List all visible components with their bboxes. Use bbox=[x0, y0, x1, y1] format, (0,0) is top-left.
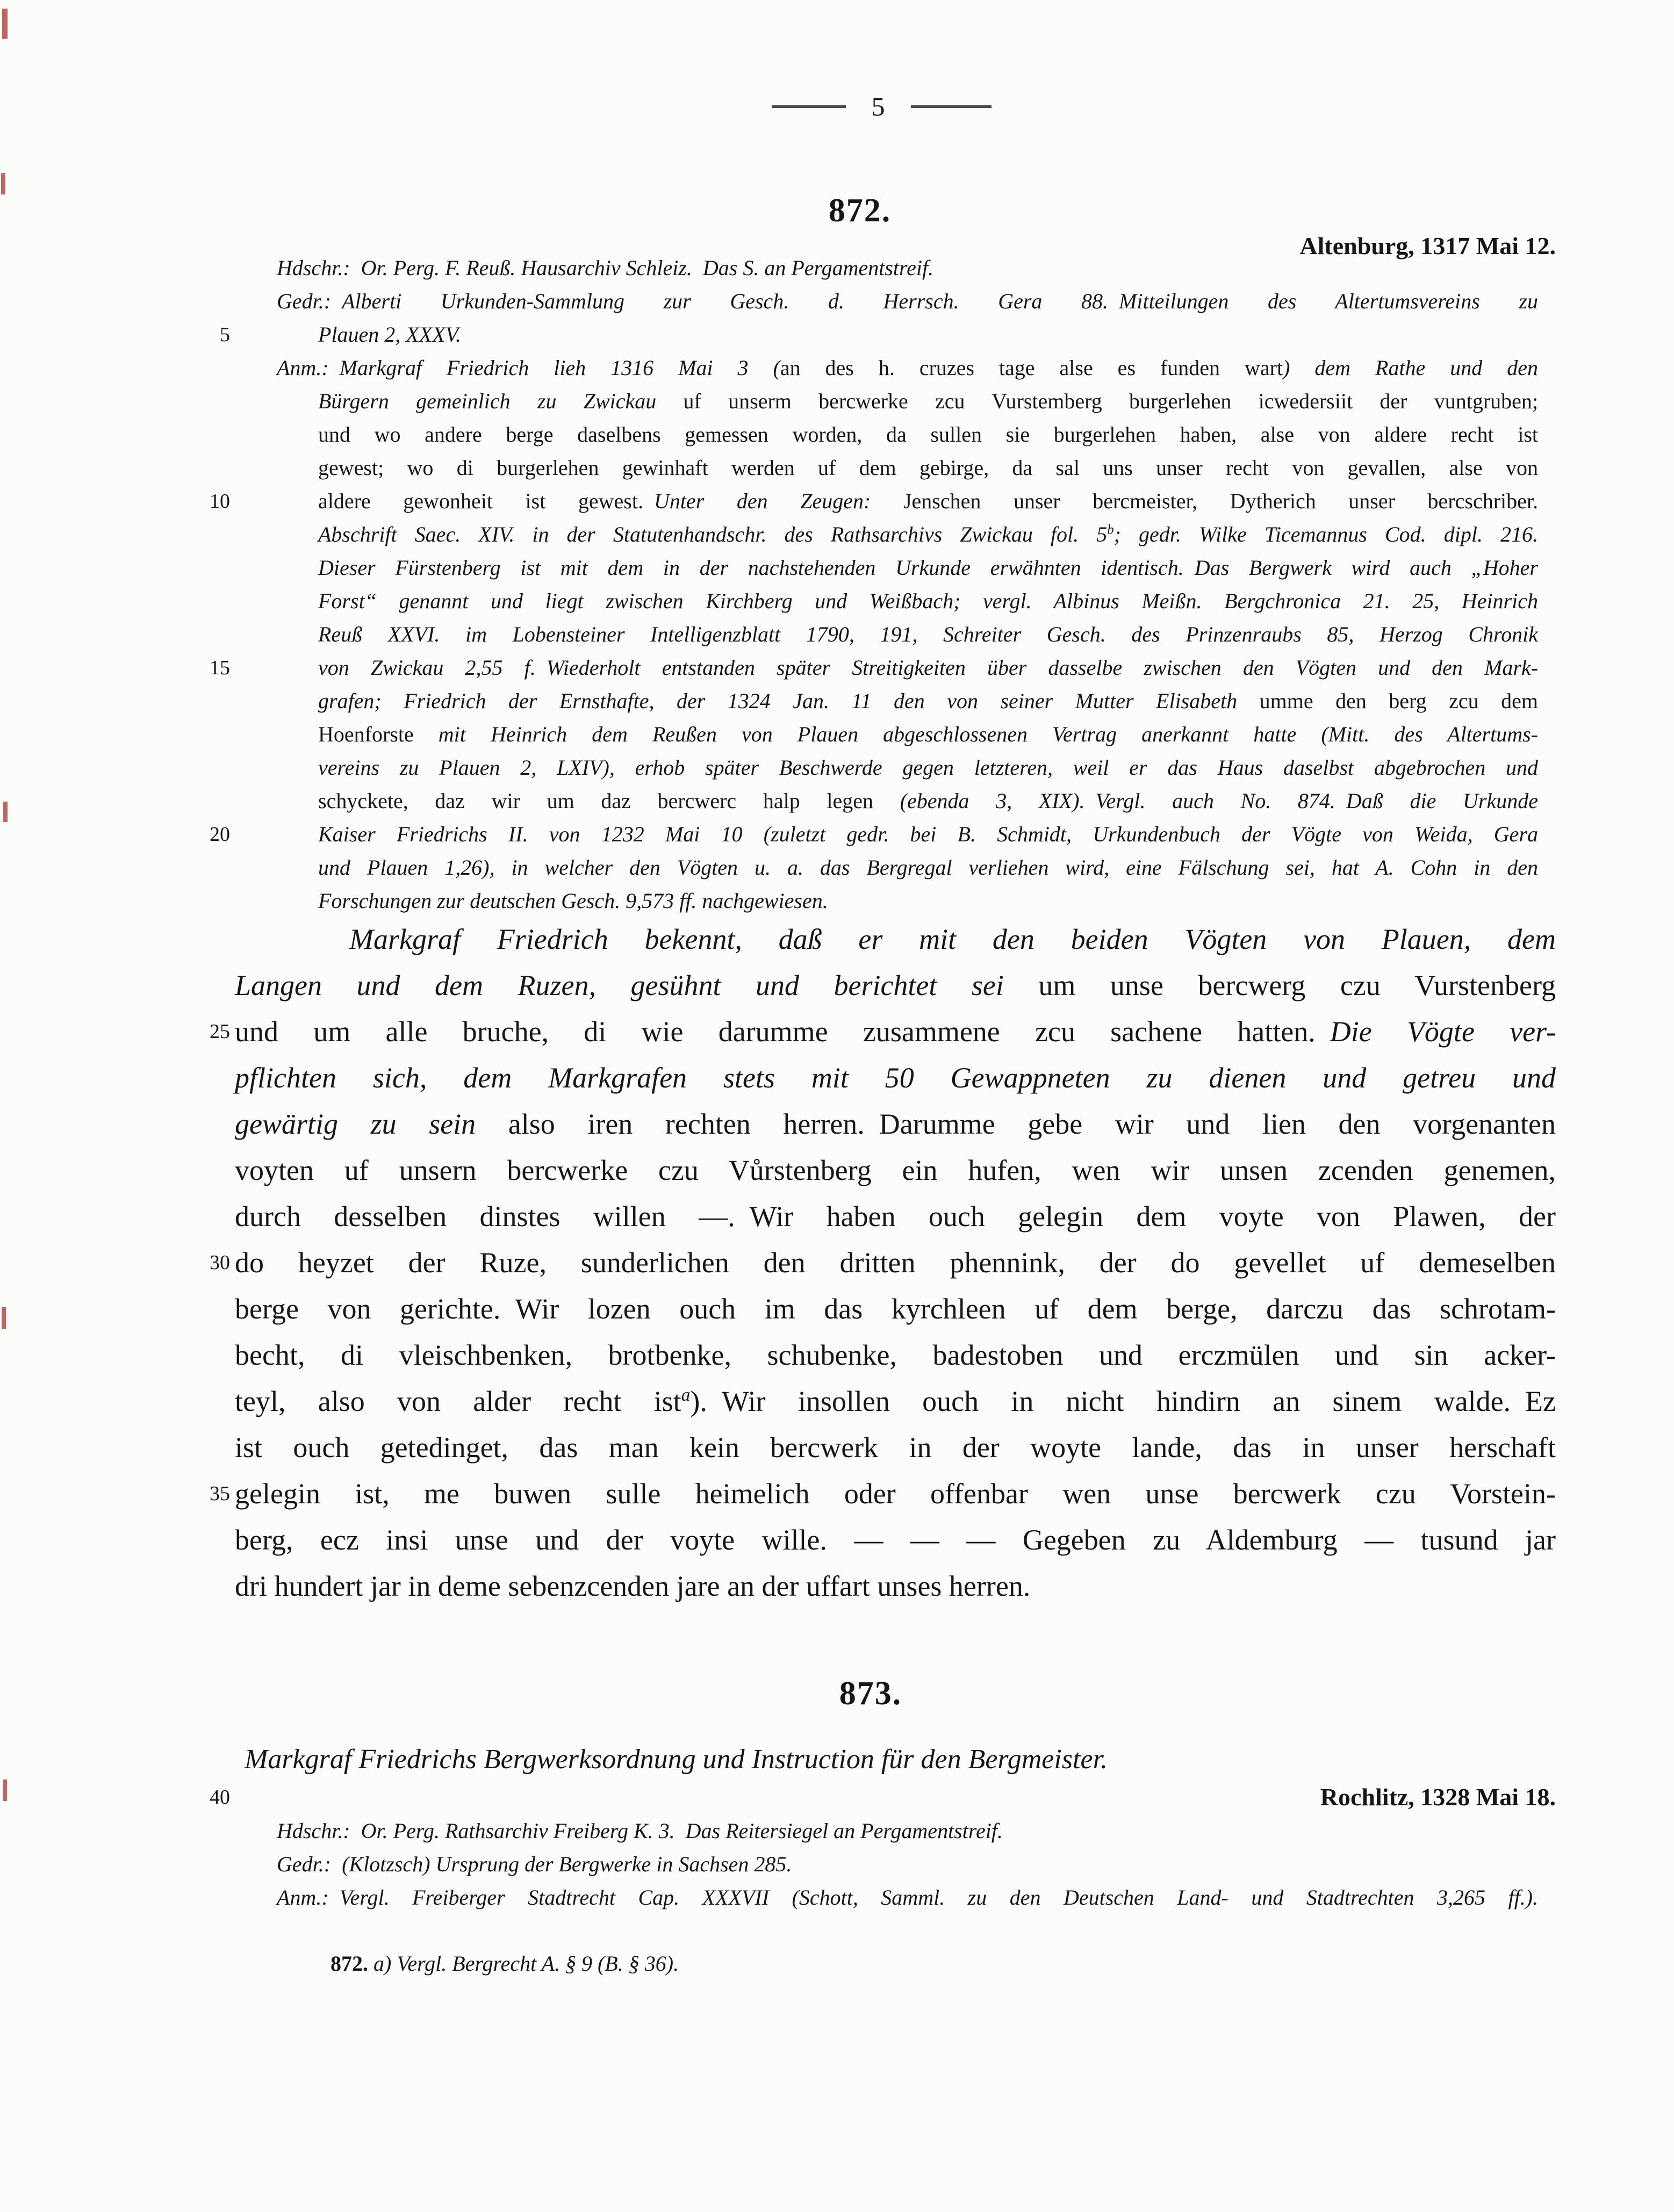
text-segment: von Zwickau 2,55 f. Wiederholt entstanden später Streitigkeiten über dasselbe zwischen den Vögten und den Mark- bbox=[318, 655, 1538, 680]
text-line bbox=[318, 385, 1538, 418]
text-segment: vereins zu Plauen 2, LXIV), erhob später Beschwerde gegen letzteren, weil er das Haus daselbst abgebrochen und bbox=[318, 755, 1538, 780]
text-segment: Hdschr.: Or. Perg. Rathsarchiv Freiberg K. 3. Das Reitersiegel an Pergamentstreif. bbox=[277, 1819, 1003, 1843]
text-line bbox=[318, 651, 1538, 685]
text-segment: gelegin ist, me buwen sulle heimelich oder offenbar wen unse bercwerk czu Vorstein- bbox=[235, 1478, 1556, 1510]
scan-mark bbox=[3, 1779, 7, 1801]
text-line bbox=[235, 1286, 1556, 1332]
text-segment: teyl, also von alder recht ist bbox=[235, 1385, 681, 1417]
text-segment: Plauen 2, XXXV. bbox=[318, 322, 461, 347]
text-segment: also iren rechten herren. Darumme gebe wir und lien den vorgenanten bbox=[508, 1108, 1556, 1140]
footnote-entry-label: 872. bbox=[331, 1951, 368, 1976]
text-segment: ). Wir insollen ouch in nicht hindirn an sinem walde. Ez bbox=[690, 1385, 1556, 1417]
text-segment: a bbox=[681, 1385, 691, 1405]
margin-line-number: 40 bbox=[210, 1786, 230, 1808]
margin-line-number: 20 bbox=[210, 823, 230, 846]
text-line bbox=[277, 285, 1538, 318]
text-segment: gewest; wo di burgerlehen gewinhaft werden uf dem gebirge, da sal uns unser recht von gevallen, alse von bbox=[318, 456, 1538, 480]
text-line bbox=[235, 1517, 1556, 1563]
text-line bbox=[235, 1240, 1556, 1286]
text-line bbox=[318, 518, 1538, 551]
text-segment: und um alle bruche, di wie darumme zusammene zcu sachene hatten. bbox=[235, 1015, 1330, 1048]
text-segment: Anm.: Vergl. Freiberger Stadtrecht Cap. XXXVII (Schott, Samml. zu den Deutschen Land- und Stadtrechten 3,265 ff.). bbox=[277, 1885, 1538, 1910]
text-line bbox=[318, 451, 1538, 485]
text-line bbox=[235, 1101, 1556, 1147]
text-line bbox=[318, 685, 1538, 718]
text-segment: Forschungen zur deutschen Gesch. 9,573 ff. nachgewiesen. bbox=[318, 889, 828, 913]
text-segment: ) dem Rathe und den bbox=[1283, 356, 1539, 380]
text-segment: Gedr.: Alberti Urkunden-Sammlung zur Gesch. d. Herrsch. Gera 88. Mitteilungen des Altertumsvereins zu bbox=[277, 289, 1538, 313]
text-segment: Dieser Fürstenberg ist mit dem in der nachstehenden Urkunde erwähnten identisch. Das Bergwerk wird auch „Hoher bbox=[318, 556, 1538, 580]
entry-873-heading: 873. bbox=[839, 1675, 902, 1712]
text-segment: Bürgern gemeinlich zu Zwickau bbox=[318, 389, 684, 413]
text-segment: Abschrift Saec. XIV. in der Statutenhandschr. des Rathsarchivs Zwickau fol. 5 bbox=[318, 522, 1108, 546]
text-line bbox=[277, 1814, 1538, 1848]
text-segment: umme den berg zcu dem bbox=[1259, 689, 1538, 713]
scan-mark bbox=[1, 173, 5, 194]
text-line bbox=[318, 418, 1538, 451]
entry-873-dateline: Rochlitz, 1328 Mai 18. bbox=[1320, 1783, 1556, 1811]
text-segment: Unter den Zeugen: bbox=[654, 489, 871, 513]
text-segment: durch desselben dinstes willen —. Wir haben ouch gelegin dem voyte von Plawen, der bbox=[235, 1200, 1556, 1233]
text-line bbox=[318, 618, 1538, 651]
text-line bbox=[277, 1848, 1538, 1881]
text-segment: grafen; Friedrich der Ernsthafte, der 1324 Jan. 11 den von seiner Mutter Elisabeth bbox=[318, 689, 1260, 713]
text-line bbox=[277, 351, 1538, 385]
text-segment: b bbox=[1107, 522, 1114, 537]
text-segment: Anm.: Markgraf Friedrich lieh 1316 Mai 3 ( bbox=[277, 356, 780, 380]
footnote bbox=[331, 1947, 1556, 1980]
text-line bbox=[235, 1378, 1556, 1424]
scan-mark bbox=[3, 802, 8, 822]
entry-873-title: Markgraf Friedrichs Bergwerksordnung und Instruction für den Bergmeister. bbox=[245, 1744, 1108, 1775]
text-line bbox=[318, 718, 1538, 751]
text-segment: becht, di vleischbenken, brotbenke, schubenke, badestoben und erczmülen und sin acker- bbox=[235, 1339, 1556, 1371]
text-line bbox=[235, 1424, 1556, 1471]
text-segment: gewärtig zu sein bbox=[235, 1108, 508, 1140]
text-segment: dri hundert jar in deme sebenzcenden jare an der uffart unses herren. bbox=[235, 1570, 1031, 1602]
text-line bbox=[318, 751, 1538, 784]
text-line bbox=[235, 1055, 1556, 1101]
margin-line-number: 15 bbox=[210, 657, 230, 679]
text-line bbox=[235, 1332, 1556, 1378]
text-segment: aldere gewonheit ist gewest. bbox=[318, 489, 654, 513]
text-line bbox=[235, 1193, 1556, 1240]
text-segment: pflichten sich, dem Markgrafen stets mit 50 Gewappneten zu dienen und getreu und bbox=[235, 1062, 1556, 1094]
text-segment: Hoenforste bbox=[318, 722, 439, 746]
text-line bbox=[318, 485, 1538, 518]
text-segment: ; gedr. Wilke Ticemannus Cod. dipl. 216. bbox=[1113, 522, 1539, 546]
text-segment: und wo andere berge daselbens gemessen worden, da sullen sie burgerlehen haben, alse von aldere recht ist bbox=[318, 422, 1538, 446]
text-line bbox=[235, 962, 1556, 1008]
text-line bbox=[318, 318, 1538, 351]
text-segment: Jenschen unser bercmeister, Dytherich unser bercschriber. bbox=[871, 489, 1539, 513]
margin-line-number: 10 bbox=[210, 490, 230, 513]
text-segment: berge von gerichte. Wir lozen ouch im das kyrchleen uf dem berge, darczu das schrotam- bbox=[235, 1293, 1556, 1325]
text-segment: Die Vögte ver- bbox=[1330, 1015, 1556, 1048]
text-segment: mit Heinrich dem Reußen von Plauen abgeschlossenen Vertrag anerkannt hatte (Mitt. des Altertums- bbox=[438, 722, 1538, 746]
text-segment: ist ouch getedinget, das man kein bercwerk in der woyte lande, das in unser herschaft bbox=[235, 1431, 1556, 1464]
text-line bbox=[277, 251, 1538, 285]
text-segment: Forst“ genannt und liegt zwischen Kirchberg und Weißbach; vergl. Albinus Meißn. Bergchronica 21. 25, Heinrich bbox=[318, 589, 1538, 613]
entry-872-dateline: Altenburg, 1317 Mai 12. bbox=[1299, 232, 1556, 260]
text-segment: (ebenda 3, XIX). Vergl. auch No. 874. Daß die Urkunde bbox=[900, 789, 1538, 813]
entry-872-heading: 872. bbox=[828, 192, 892, 229]
text-line bbox=[318, 551, 1538, 585]
text-line bbox=[235, 1147, 1556, 1193]
text-line bbox=[318, 784, 1538, 818]
text-segment: um unse bercwerg czu Vurstenberg bbox=[1038, 969, 1556, 1001]
text-line bbox=[235, 1471, 1556, 1517]
page-header bbox=[742, 90, 1021, 123]
text-line bbox=[235, 1008, 1556, 1055]
footnote-text: a) Vergl. Bergrecht A. § 9 (B. § 36). bbox=[368, 1951, 679, 1976]
margin-line-number: 35 bbox=[210, 1482, 230, 1505]
text-line bbox=[318, 884, 1538, 918]
text-line bbox=[235, 1563, 1556, 1609]
text-line bbox=[349, 916, 1556, 962]
text-line bbox=[318, 818, 1538, 851]
text-segment: uf unserm bercwerke zcu Vurstemberg burgerlehen icwedersiit der vuntgruben; bbox=[683, 389, 1539, 413]
text-segment: Kaiser Friedrichs II. von 1232 Mai 10 (zuletzt gedr. bei B. Schmidt, Urkundenbuch der Vögte von Weida, Gera bbox=[318, 822, 1538, 846]
text-line bbox=[277, 1881, 1538, 1914]
text-segment: berg, ecz insi unse und der voyte wille. — — — Gegeben zu Aldemburg — tusund jar bbox=[235, 1524, 1556, 1556]
text-segment: do heyzet der Ruze, sunderlichen den dritten phennink, der do gevellet uf demeselben bbox=[235, 1246, 1556, 1279]
text-segment: Reuß XXVI. im Lobensteiner Intelligenzblatt 1790, 191, Schreiter Gesch. des Prinzenraubs 85, Herzog Chronik bbox=[318, 622, 1538, 646]
scan-mark bbox=[2, 1307, 6, 1329]
text-segment: Gedr.: (Klotzsch) Ursprung der Bergwerke in Sachsen 285. bbox=[277, 1852, 792, 1876]
margin-line-number: 30 bbox=[210, 1251, 230, 1274]
scan-mark bbox=[2, 9, 8, 39]
text-line bbox=[318, 851, 1538, 884]
header-rule-left bbox=[772, 105, 846, 108]
page-number: 5 bbox=[871, 91, 885, 121]
margin-line-number: 5 bbox=[220, 323, 230, 346]
text-segment: Markgraf Friedrich bekennt, daß er mit den beiden Vögten von Plauen, dem bbox=[349, 923, 1556, 955]
text-line bbox=[318, 585, 1538, 618]
margin-line-number: 25 bbox=[210, 1020, 230, 1043]
text-segment: Hdschr.: Or. Perg. F. Reuß. Hausarchiv Schleiz. Das S. an Pergamentstreif. bbox=[277, 256, 934, 280]
text-segment: schyckete, daz wir um daz bercwerc halp legen bbox=[318, 789, 900, 813]
text-segment: Langen und dem Ruzen, gesühnt und berichtet sei bbox=[235, 969, 1039, 1001]
text-segment: voyten uf unsern bercwerke czu Vůrstenberg ein hufen, wen wir unsen zcenden genemen, bbox=[235, 1154, 1556, 1186]
text-segment: an des h. cruzes tage alse es funden wart bbox=[780, 356, 1283, 380]
header-rule-right bbox=[911, 105, 992, 108]
text-segment: und Plauen 1,26), in welcher den Vögten u. a. das Bergregal verliehen wird, eine Fälschung sei, hat A. Cohn in den bbox=[318, 855, 1538, 880]
